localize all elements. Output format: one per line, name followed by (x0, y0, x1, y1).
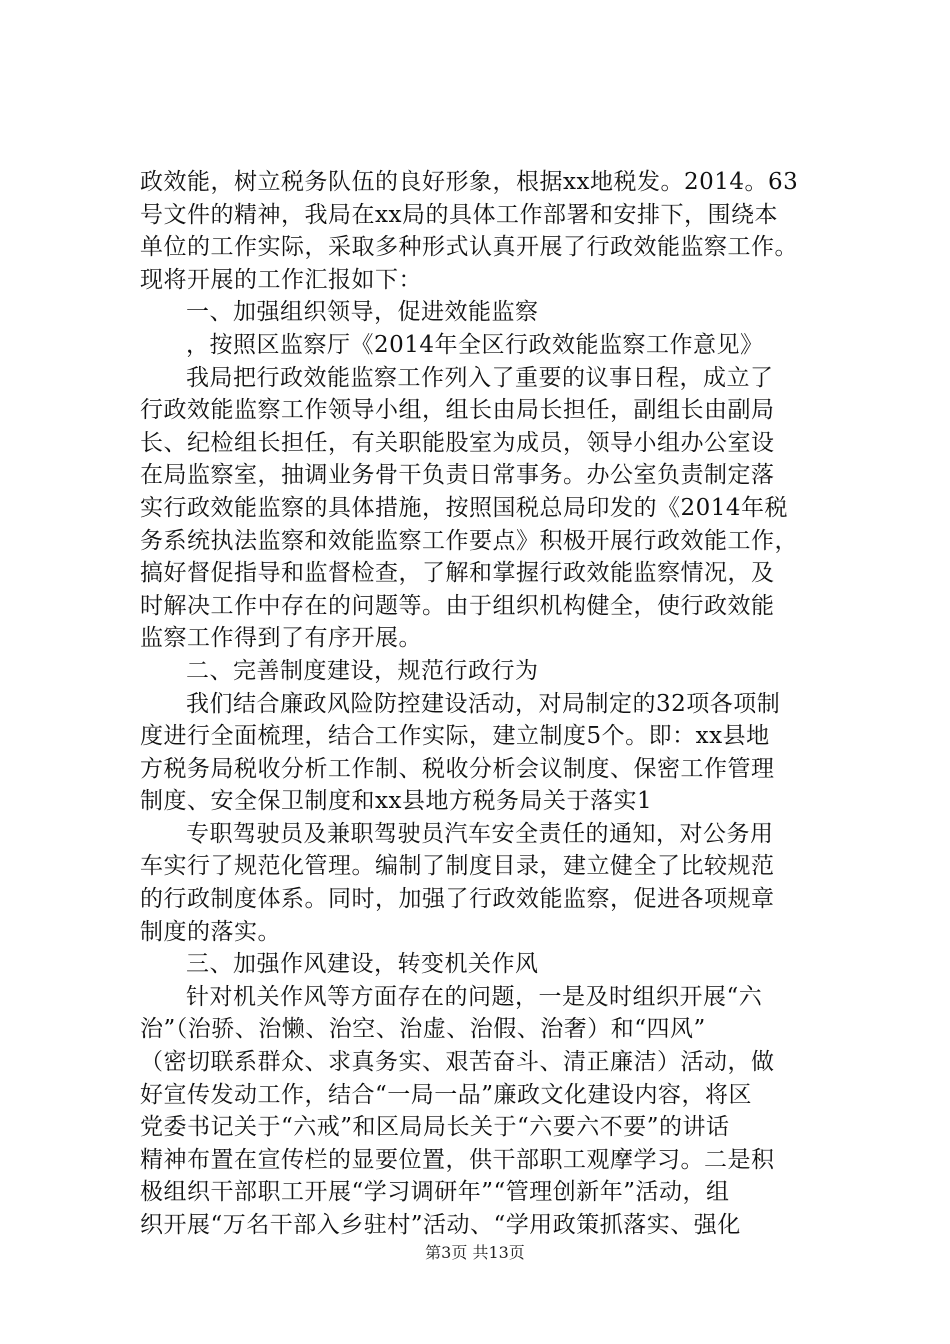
text-line: 制度的落实。 (140, 918, 281, 945)
text-line: 务系统执法监察和效能监察工作要点》积极开展行政效能工作， (140, 527, 798, 554)
text-line: 现将开展的工作汇报如下： (140, 266, 422, 293)
text-line: 党委书记关于“六戒”和区局局长关于“六要六不要”的讲话 (140, 1114, 730, 1141)
text-line: 治”（治骄、治懒、治空、治虚、治假、治奢）和“四风” (140, 1016, 706, 1043)
text-line: 实行政效能监察的具体措施，按照国税总局印发的《2014年税 (140, 494, 789, 521)
text-line: ，按照区监察厅《2014年全区行政效能监察工作意见》 (186, 331, 764, 358)
text-line: 织开展“万名干部入乡驻村”活动、“学用政策抓落实、强化 (140, 1212, 741, 1238)
text-line: 我们结合廉政风险防控建设活动，对局制定的32项各项制 (186, 690, 781, 717)
text-line: 一、加强组织领导，促进效能监察 (186, 299, 539, 326)
text-line: （密切联系群众、求真务实、艰苦奋斗、清正廉洁）活动，做 (140, 1049, 775, 1076)
document-body (140, 166, 830, 1242)
text-line: 时解决工作中存在的问题等。由于组织机构健全，使行政效能 (140, 592, 775, 619)
text-line: 制度、安全保卫制度和xx县地方税务局关于落实1 (140, 788, 653, 815)
text-line: 方税务局税收分析工作制、税收分析会议制度、保密工作管理 (140, 755, 775, 782)
text-line: 的行政制度体系。同时，加强了行政效能监察，促进各项规章 (140, 886, 775, 913)
text-line: 行政效能监察工作领导小组，组长由局长担任，副组长由副局 (140, 397, 775, 424)
text-line: 三、加强作风建设，转变机关作风 (186, 951, 539, 978)
text-line: 度进行全面梳理，结合工作实际，建立制度5个。即：xx县地 (140, 723, 770, 750)
text-line: 政效能，树立税务队伍的良好形象，根据xx地税发。2014。63 (140, 169, 799, 195)
text-line: 监察工作得到了有序开展。 (140, 625, 422, 652)
text-line: 号文件的精神，我局在xx局的具体工作部署和安排下，围绕本 (140, 201, 778, 228)
text-line: 针对机关作风等方面存在的问题，一是及时组织开展“六 (186, 983, 763, 1010)
text-line: 精神布置在宣传栏的显要位置，供干部职工观摩学习。二是积 (140, 1146, 775, 1173)
text-line: 在局监察室，抽调业务骨干负责日常事务。办公室负责制定落 (140, 462, 775, 489)
text-line: 搞好督促指导和监督检查，了解和掌握行政效能监察情况，及 (140, 560, 775, 587)
text-line: 专职驾驶员及兼职驾驶员汽车安全责任的通知，对公务用 (186, 820, 774, 847)
text-line: 极组织干部职工开展“学习调研年”“管理创新年”活动，组 (140, 1179, 730, 1206)
text-line: 车实行了规范化管理。编制了制度目录，建立健全了比较规范 (140, 853, 775, 880)
text-line: 二、完善制度建设，规范行政行为 (186, 657, 539, 684)
text-line: 单位的工作实际，采取多种形式认真开展了行政效能监察工作。 (140, 234, 798, 261)
page-footer: 第3页 共13页 (425, 1243, 525, 1262)
text-line: 长、纪检组长担任，有关职能股室为成员，领导小组办公室设 (140, 429, 775, 456)
text-line: 我局把行政效能监察工作列入了重要的议事日程，成立了 (186, 364, 774, 391)
text-line: 好宣传发动工作，结合“一局一品”廉政文化建设内容，将区 (140, 1081, 753, 1108)
